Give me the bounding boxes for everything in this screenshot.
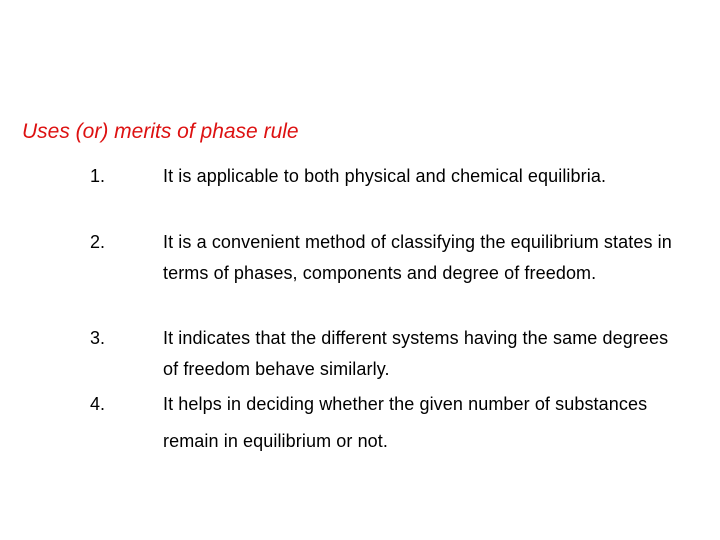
list-item-number: 2.	[90, 232, 106, 252]
list-item-text: It indicates that the different systems having the same degrees of freedom behave similarly.	[163, 328, 669, 379]
list-item-text: It helps in deciding whether the given number of substances remain in equilibrium or not.	[163, 394, 648, 451]
list-item-number: 3.	[90, 328, 106, 348]
list-item-number: 4.	[90, 394, 106, 414]
list-item-text: It is applicable to both physical and chemical equilibria.	[163, 166, 607, 186]
slide-title: Uses (or) merits of phase rule	[22, 120, 299, 143]
list-item-number: 1.	[90, 166, 106, 186]
list-item-text: It is a convenient method of classifying the equilibrium states in terms of phases, components and degree of freedom.	[163, 232, 672, 283]
